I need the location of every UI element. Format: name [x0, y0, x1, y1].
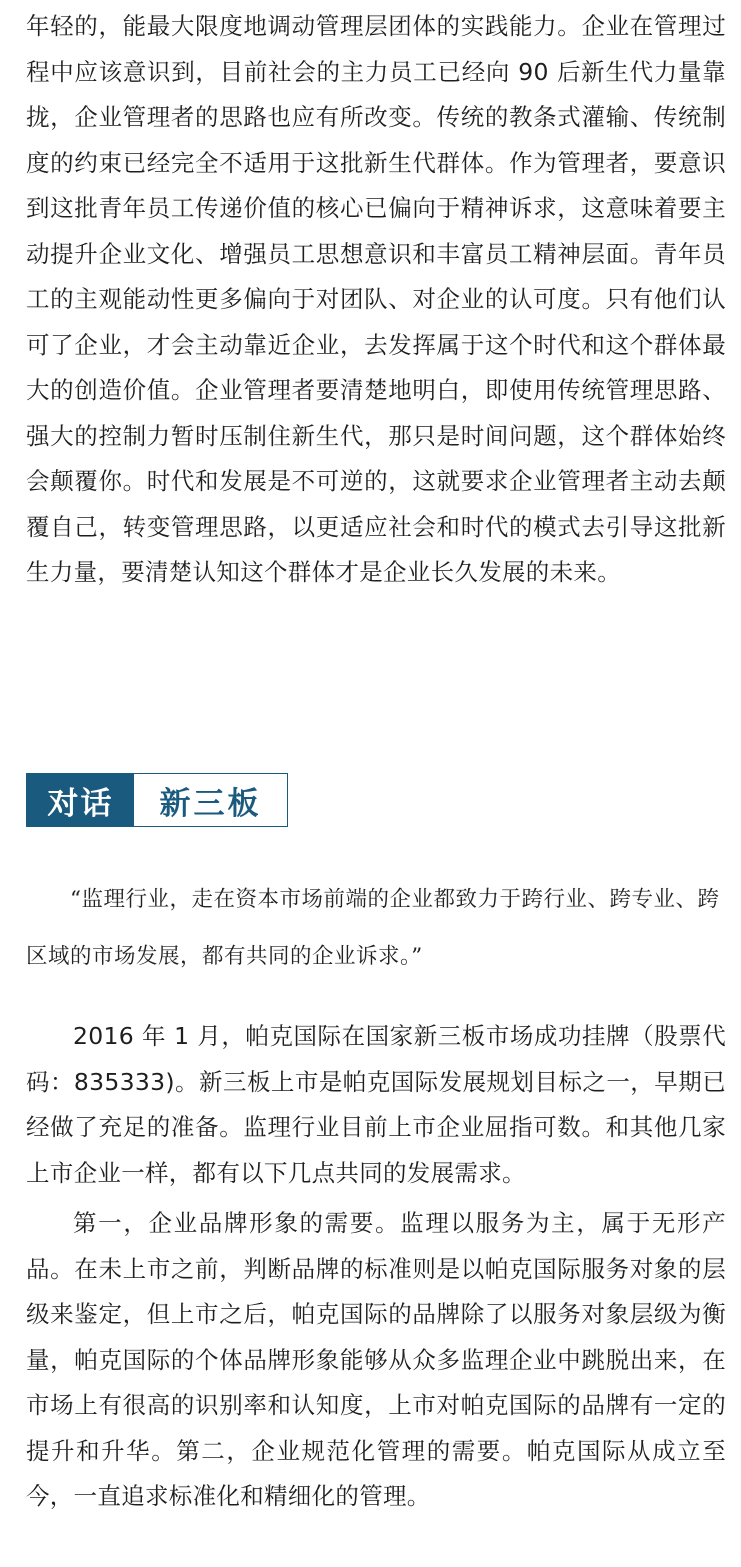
section-header — [26, 773, 288, 827]
pull-quote: “监理行业，走在资本市场前端的企业都致力于跨行业、跨专业、跨区域的市场发展，都有共同的企业诉求。” — [26, 887, 720, 969]
section-header-title: 新三板 — [159, 785, 262, 822]
section-header-label: 对话 — [27, 774, 134, 826]
body-paragraph: 第一，企业品牌形象的需要。监理以服务为主，属于无形产品。在未上市之前，判断品牌的标准则是以帕克国际服务对象的层级来鉴定，但上市之后，帕克国际的品牌除了以服务对象层级为衡量，帕克国际的个体品牌形象能够从众多监理企业中跳脱出来，在市场上有很高的识别率和认知度，上市对帕克国际的品牌有一定的提升和升华。第二，企业规范化管理的需要。帕克国际从成立至今，一直追求标准化和精细化的管理。 — [26, 1209, 726, 1510]
body-paragraph: 2016 年 1 月，帕克国际在国家新三板市场成功挂牌（股票代码：835333)。新三板上市是帕克国际发展规划目标之一，早期已经做了充足的准备。监理行业目前上市企业屈指可数。和其他几家上市企业一样，都有以下几点共同的发展需求。 — [26, 1022, 726, 1187]
body-paragraph: 年轻的，能最大限度地调动管理层团体的实践能力。企业在管理过程中应该意识到，目前社会的主力员工已经向 90 后新生代力量靠拢，企业管理者的思路也应有所改变。传统的教条式灌输、传统制度的约束已经完全不适用于这批新生代群体。作为管理者，要意识到这批青年员工传递价值的核心已偏向于精神诉求，这意味着要主动提升企业文化、增强员工思想意识和丰富员工精神层面。青年员工的主观能动性更多偏向于对团队、对企业的认可度。只有他们认可了企业，才会主动靠近企业，去发挥属于这个时代和这个群体最大的创造价值。企业管理者要清楚地明白，即使用传统管理思路、强大的控制力暂时压制住新生代，那只是时间问题，这个群体始终会颠覆你。时代和发展是不可逆的，这就要求企业管理者主动去颠覆自己，转变管理思路，以更适应社会和时代的模式去引导这批新生力量，要清楚认知这个群体才是企业长久发展的未来。 — [26, 12, 726, 586]
